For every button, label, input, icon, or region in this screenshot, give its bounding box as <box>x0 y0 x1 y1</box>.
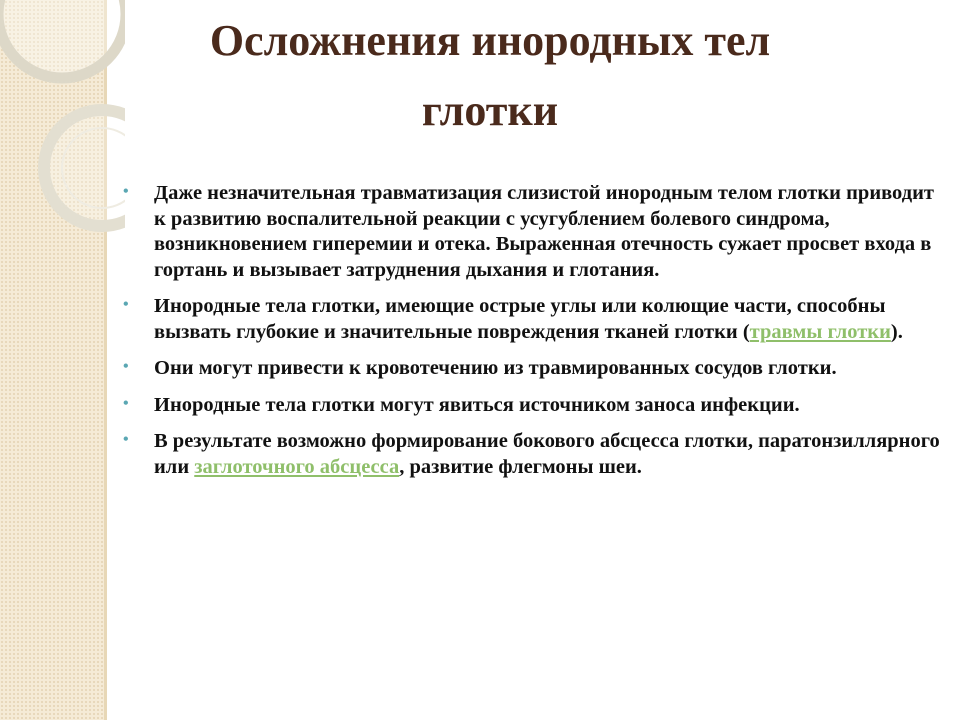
bullet-text: Они могут привести к кровотечению из травмированных сосудов глотки. <box>154 357 837 379</box>
bullet-item <box>120 429 950 480</box>
bullet-text: В результате возможно формирование бокового абсцесса глотки, паратонзиллярного или <box>154 430 940 478</box>
bullet-text: Инородные тела глотки, имеющие острые углы или колющие части, способны вызвать глубокие и значительные повреждения тканей глотки ( <box>154 295 886 343</box>
slide-title-line-1: Осложнения инородных тел <box>209 16 771 65</box>
bullet-text: Инородные тела глотки могут явиться источником заноса инфекции. <box>154 393 800 416</box>
bullet-item <box>120 356 950 382</box>
bullet-text: , развитие флегмоны шеи. <box>399 455 642 478</box>
throat-injuries-link[interactable]: травмы глотки <box>749 320 891 343</box>
bullet-item <box>120 181 950 283</box>
bullet-list <box>120 181 950 491</box>
bullet-item <box>120 294 950 345</box>
bullet-item <box>120 393 950 419</box>
bullet-icon: • <box>123 296 129 313</box>
bullet-icon: • <box>123 183 129 200</box>
decorative-rings <box>0 0 125 260</box>
bullet-icon: • <box>123 394 129 412</box>
bullet-text: ). <box>890 320 903 343</box>
bullet-icon: • <box>123 358 129 375</box>
slide-title <box>110 0 870 146</box>
slide-title-line-2: глотки <box>421 86 559 135</box>
bullet-icon: • <box>123 431 129 448</box>
bullet-text: Даже незначительная травматизация слизистой инородным телом глотки приводит к развитию воспалительной реакции с усугублением болевого синдрома, возникновением гиперемии и отека. Выраженная отечность сужает просвет входа в гортань и вызывает затруднения дыхания и глотания. <box>154 182 934 281</box>
retropharyngeal-abscess-link[interactable]: заглоточного абсцесса <box>194 455 400 478</box>
